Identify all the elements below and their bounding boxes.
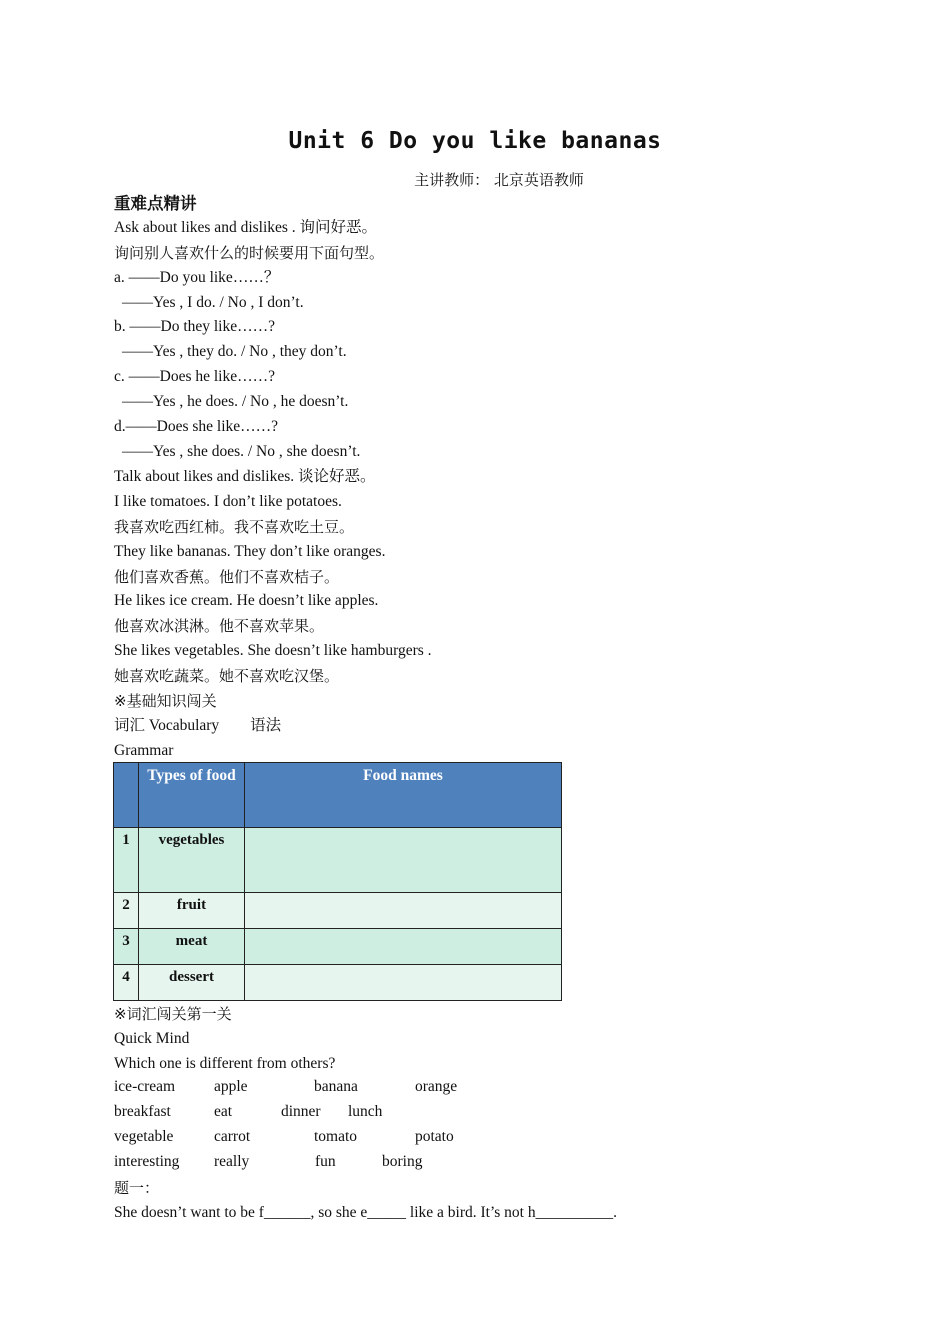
word-option: carrot [214,1128,251,1145]
table-header-row [114,763,562,828]
word-option: really [214,1153,250,1170]
row-number: 2 [114,893,139,929]
word-option: apple [214,1078,248,1095]
fill-in-sentence: She doesn’t want to be f______, so she e_____ like a bird. It’s not h__________. [114,1204,617,1221]
row-number: 4 [114,965,139,1001]
text-line: Quick Mind [114,1030,190,1047]
word-option: tomato [314,1128,358,1145]
text-line: ——Yes , she does. / No , she doesn’t. [122,443,361,460]
text-line: Talk about likes and dislikes. 谈论好恶。 [114,468,376,485]
row-number: 1 [114,828,139,893]
word-option: potato [415,1128,454,1145]
text-line: 询问别人喜欢什么的时候要用下面句型。 [114,244,385,262]
text-line: b. ——Do they like……? [114,318,276,335]
text-line: I like tomatoes. I don’t like potatoes. [114,493,342,510]
food-names-cell[interactable] [245,893,562,929]
text-line: 她喜欢吃蔬菜。她不喜欢吃汉堡。 [114,667,340,685]
word-option: lunch [348,1103,383,1120]
food-names-cell[interactable] [245,828,562,893]
text-line: 他喜欢冰淇淋。他不喜欢苹果。 [114,617,325,635]
text-line: 他们喜欢香蕉。他们不喜欢桔子。 [114,568,340,586]
word-option: boring [382,1153,423,1170]
table-header-cell [114,763,139,828]
food-type: meat [139,929,245,965]
text-line: 我喜欢吃西红柿。我不喜欢吃土豆。 [114,518,355,536]
word-option: dinner [281,1103,321,1120]
food-type: dessert [139,965,245,1001]
page-title: Unit 6 Do you like bananas [288,128,662,154]
food-type: fruit [139,893,245,929]
word-option: orange [415,1078,458,1095]
word-option: interesting [114,1153,180,1170]
word-option: ice-cream [114,1078,176,1095]
text-line: ——Yes , they do. / No , they don’t. [122,343,347,360]
exercise-heading: 题一： [114,1179,160,1197]
table-row [114,929,562,965]
food-names-cell[interactable] [245,929,562,965]
table-header-cell: Food names [245,763,562,828]
text-line: ※基础知识闯关 [114,692,217,710]
text-line: c. ——Does he like……? [114,368,275,385]
section-heading: 重难点精讲 [114,194,197,213]
food-names-cell[interactable] [245,965,562,1001]
table-row [114,893,562,929]
table-header-cell: Types of food [139,763,245,828]
text-line: d.——Does she like……? [114,418,279,435]
word-option: breakfast [114,1103,171,1120]
table-row [114,965,562,1001]
text-line: ——Yes , he does. / No , he doesn’t. [122,393,349,410]
food-table [113,762,562,1001]
teacher-line: 主讲教师： 北京英语教师 [414,171,584,189]
text-line: Grammar [114,742,174,759]
word-option: vegetable [114,1128,174,1145]
text-line: ※词汇闯关第一关 [114,1005,232,1023]
text-line: Which one is different from others? [114,1055,336,1072]
text-line: Ask about likes and dislikes . 询问好恶。 [114,219,378,236]
text-line: a. ——Do you like……？ [114,269,280,286]
text-line: He likes ice cream. He doesn’t like apples. [114,592,379,609]
row-number: 3 [114,929,139,965]
text-line: She likes vegetables. She doesn’t like hamburgers . [114,642,432,659]
text-line: 词汇 Vocabulary 语法 [114,717,282,734]
food-type: vegetables [139,828,245,893]
word-option: banana [314,1078,358,1095]
table-row [114,828,562,893]
word-option: eat [214,1103,233,1120]
text-line: They like bananas. They don’t like oranges. [114,543,386,560]
word-option: fun [315,1153,336,1170]
text-line: ——Yes , I do. / No , I don’t. [122,294,304,311]
